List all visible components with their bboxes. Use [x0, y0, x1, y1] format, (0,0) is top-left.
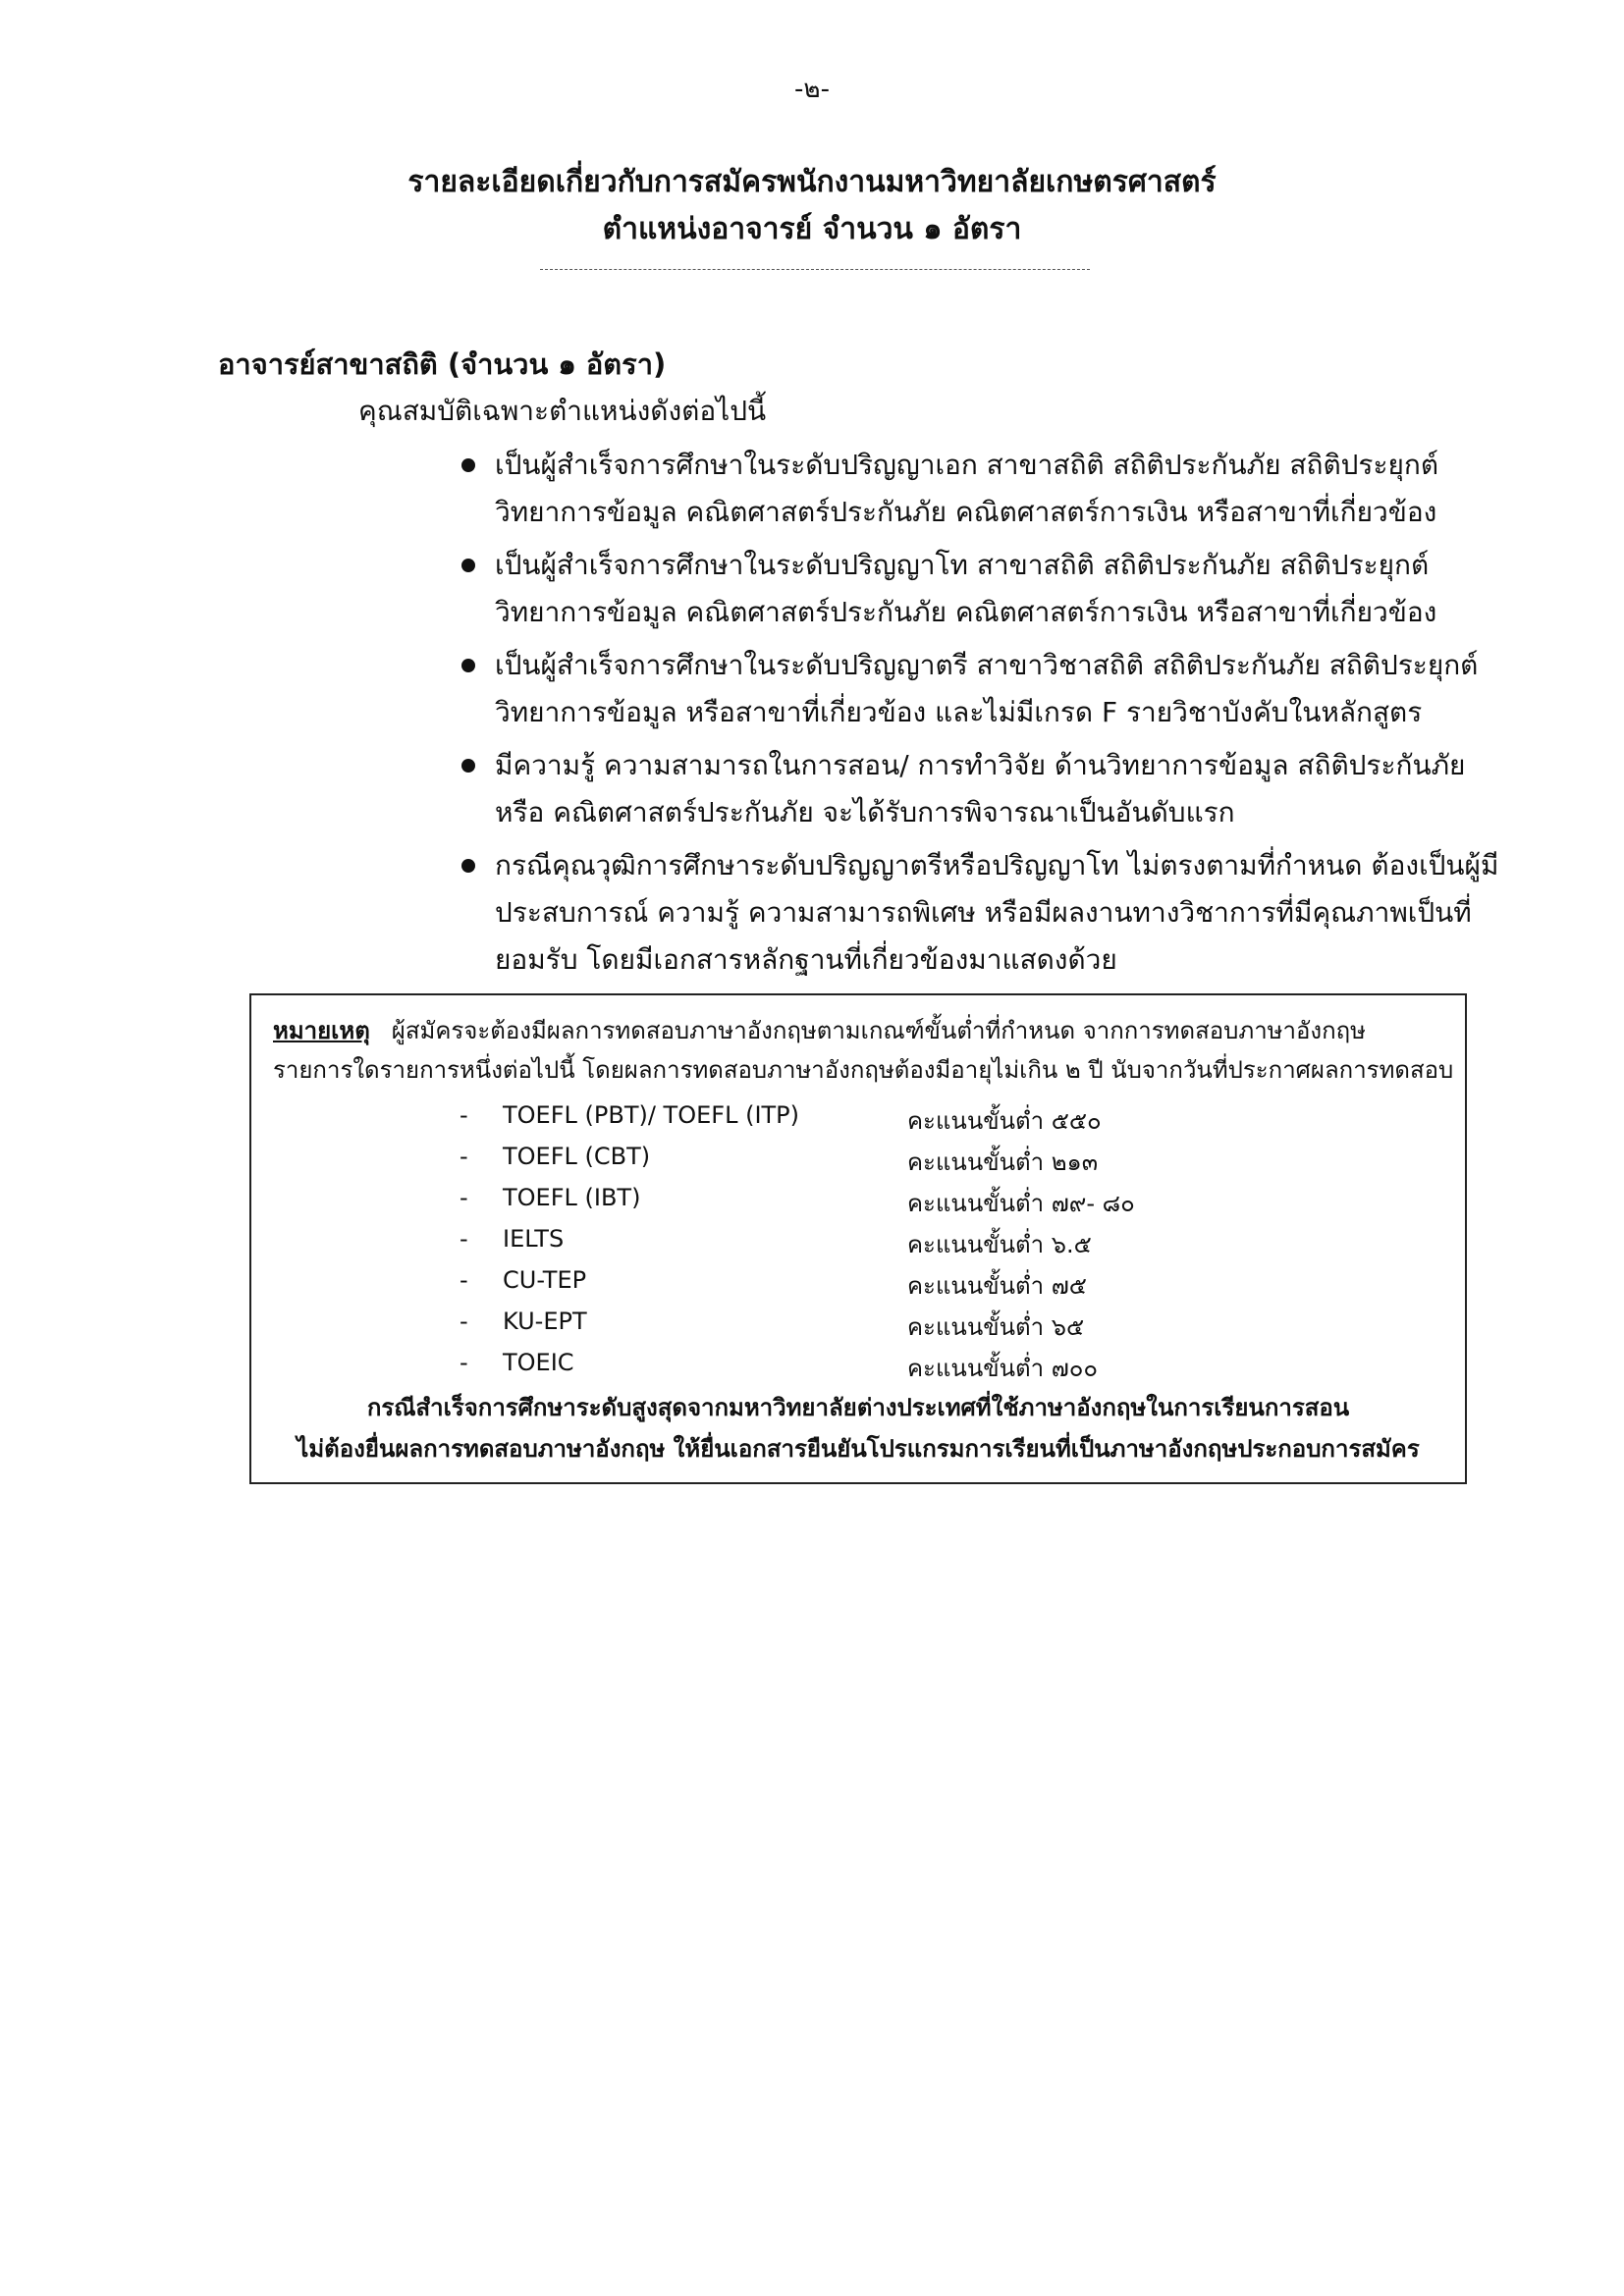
- test-name: TOEFL (PBT)/ TOEFL (ITP): [503, 1101, 800, 1129]
- test-dash: -: [460, 1308, 468, 1335]
- test-row: [460, 1260, 1147, 1302]
- section-heading: อาจารย์สาขาสถิติ (จำนวน ๑ อัตรา): [218, 347, 667, 381]
- note-intro: [273, 1011, 1366, 1049]
- test-name: IELTS: [503, 1225, 565, 1253]
- test-name: CU-TEP: [503, 1266, 587, 1294]
- test-min-score: คะแนนขั้นต่ำ ๖๕: [907, 1313, 1085, 1341]
- list-item: [461, 742, 1502, 836]
- list-item: [461, 642, 1502, 736]
- test-min-score: คะแนนขั้นต่ำ ๗๕: [907, 1272, 1087, 1300]
- qualifications-intro: คุณสมบัติเฉพาะตำแหน่งดังต่อไปนี้: [358, 395, 767, 427]
- list-item-text: กรณีคุณวุฒิการศึกษาระดับปริญญาตรีหรือปริญญาโท ไม่ตรงตามที่กำหนด ต้องเป็นผู้มีประสบการณ์ ความรู้ ความสามารถพิเศษ หรือมีผลงานทางวิชาการที่มีคุณภาพเป็นที่ยอมรับ โดยมีเอกสารหลักฐานที่เกี่ยวข้องมาแสดงด้วย: [495, 849, 1499, 976]
- test-dash: -: [460, 1349, 468, 1376]
- test-row: [460, 1219, 1147, 1260]
- test-row: [460, 1137, 1147, 1178]
- test-row: [460, 1343, 1147, 1384]
- test-name: TOEFL (IBT): [503, 1184, 641, 1211]
- list-item: [461, 542, 1502, 636]
- list-item-text: มีความรู้ ความสามารถในการสอน/ การทำวิจัย ด้านวิทยาการข้อมูล สถิติประกันภัย หรือ คณิตศาสตร์ประกันภัย จะได้รับการพิจารณาเป็นอันดับแรก: [495, 749, 1466, 828]
- list-item-text: เป็นผู้สำเร็จการศึกษาในระดับปริญญาโท สาขาสถิติ สถิติประกันภัย สถิติประยุกต์ วิทยาการข้อมูล คณิตศาสตร์ประกันภัย คณิตศาสตร์การเงิน หรือสาขาที่เกี่ยวข้อง: [495, 549, 1437, 628]
- note-label: หมายเหตุ: [273, 1017, 370, 1044]
- test-min-score: คะแนนขั้นต่ำ ๒๑๓: [907, 1148, 1099, 1176]
- test-name: KU-EPT: [503, 1308, 587, 1335]
- test-score-list: [460, 1095, 1147, 1384]
- list-item-text: เป็นผู้สำเร็จการศึกษาในระดับปริญญาเอก สาขาสถิติ สถิติประกันภัย สถิติประยุกต์ วิทยาการข้อมูล คณิตศาสตร์ประกันภัย คณิตศาสตร์การเงิน หรือสาขาที่เกี่ยวข้อง: [495, 449, 1439, 528]
- test-row: [460, 1095, 1147, 1137]
- test-dash: -: [460, 1101, 468, 1129]
- test-dash: -: [460, 1266, 468, 1294]
- note-footer-continued: ไม่ต้องยื่นผลการทดสอบภาษาอังกฤษ ให้ยื่นเอกสารยืนยันโปรแกรมการเรียนที่เป็นภาษาอังกฤษประกอบการสมัคร: [297, 1435, 1420, 1463]
- bullet-icon: [461, 759, 475, 773]
- bullet-icon: [461, 659, 475, 672]
- title-divider: [540, 269, 1090, 270]
- note-footer: กรณีสำเร็จการศึกษาระดับสูงสุดจากมหาวิทยาลัยต่างประเทศที่ใช้ภาษาอังกฤษในการเรียนการสอน: [366, 1394, 1350, 1421]
- test-dash: -: [460, 1143, 468, 1170]
- test-min-score: คะแนนขั้นต่ำ ๕๕๐: [907, 1107, 1102, 1135]
- test-row: [460, 1178, 1147, 1219]
- test-dash: -: [460, 1225, 468, 1253]
- test-row: [460, 1302, 1147, 1343]
- bullet-icon: [461, 458, 475, 472]
- bullet-icon: [461, 859, 475, 873]
- test-min-score: คะแนนขั้นต่ำ ๗๙- ๘๐: [907, 1190, 1135, 1217]
- list-item-text: เป็นผู้สำเร็จการศึกษาในระดับปริญญาตรี สาขาวิชาสถิติ สถิติประกันภัย สถิติประยุกต์ วิทยาการข้อมูล หรือสาขาที่เกี่ยวข้อง และไม่มีเกรด F รายวิชาบังคับในหลักสูตร: [495, 649, 1479, 728]
- document-subtitle: ตำแหน่งอาจารย์ จำนวน ๑ อัตรา: [602, 212, 1022, 246]
- note-text: ผู้สมัครจะต้องมีผลการทดสอบภาษาอังกฤษตามเกณฑ์ขั้นต่ำที่กำหนด จากการทดสอบภาษาอังกฤษ: [391, 1017, 1366, 1044]
- bullet-icon: [461, 559, 475, 572]
- document-title: รายละเอียดเกี่ยวกับการสมัครพนักงานมหาวิทยาลัยเกษตรศาสตร์: [407, 165, 1217, 199]
- test-dash: -: [460, 1184, 468, 1211]
- list-item: [461, 842, 1502, 984]
- list-item: [461, 442, 1502, 536]
- test-min-score: คะแนนขั้นต่ำ ๗๐๐: [907, 1355, 1099, 1382]
- qualifications-list: [461, 442, 1502, 989]
- test-name: TOEFL (CBT): [503, 1143, 651, 1170]
- page-number: -๒-: [794, 75, 830, 104]
- note-box: [249, 993, 1467, 1484]
- note-text-continued: รายการใดรายการหนึ่งต่อไปนี้ โดยผลการทดสอบภาษาอังกฤษต้องมีอายุไม่เกิน ๒ ปี นับจากวันที่ประกาศผลการทดสอบ: [273, 1056, 1454, 1084]
- test-name: TOEIC: [503, 1349, 574, 1376]
- test-min-score: คะแนนขั้นต่ำ ๖.๕: [907, 1231, 1092, 1258]
